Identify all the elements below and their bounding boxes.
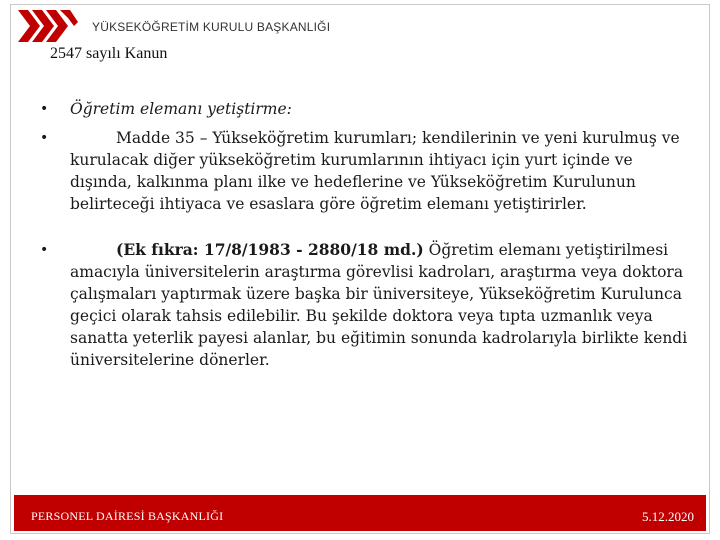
bullet-dot: • [40, 101, 49, 117]
bullet-text: Öğretim elemanı yetiştirme: [70, 100, 292, 118]
org-title: YÜKSEKÖĞRETİM KURULU BAŞKANLIĞI [92, 20, 331, 34]
bullet-text: Öğretim elemanı yetiştirilmesi amacıyla üniversitelerin araştırma görevlisi kadroları, araştırma veya doktora çalışmaları yaptırmak üzere başka bir üniversiteye, Yükseköğretim Kurulunca geçici olarak tahsis edilebilir. Bu şekilde doktora veya tıpta uzmanlık veya sanatta yeterlik payesi alanlar, bu eğitimin sonunda kadrolarıyla birlikte kendi üniversitelerine dönerler. [70, 241, 688, 369]
document-subtitle: 2547 sayılı Kanun [50, 45, 168, 62]
bullet-item [40, 98, 690, 120]
article-label: Madde 35 – [116, 129, 208, 147]
bullet-item [40, 127, 690, 215]
bullet-dot: • [40, 130, 49, 146]
yok-logo-icon [18, 6, 78, 46]
footer-date: 5.12.2020 [642, 509, 694, 524]
footer-department: PERSONEL DAİRESİ BAŞKANLIĞI [31, 509, 224, 523]
amendment-label: (Ek fıkra: 17/8/1983 - 2880/18 md.) [116, 240, 424, 259]
bullet-item [40, 239, 690, 371]
bullet-list [40, 98, 690, 371]
bullet-dot: • [40, 242, 49, 258]
bullet-text: Yükseköğretim kurumları; kendilerinin ve yeni kurulmuş ve kurulacak diğer yükseköğretim kurumlarının ihtiyacı için yurt içinde ve dışında, kalkınma planı ilke ve hedeflerine ve Yükseköğretim Kurulunun belirteceği ihtiyaca ve esaslara göre öğretim elemanı yetiştirirler. [70, 129, 680, 213]
